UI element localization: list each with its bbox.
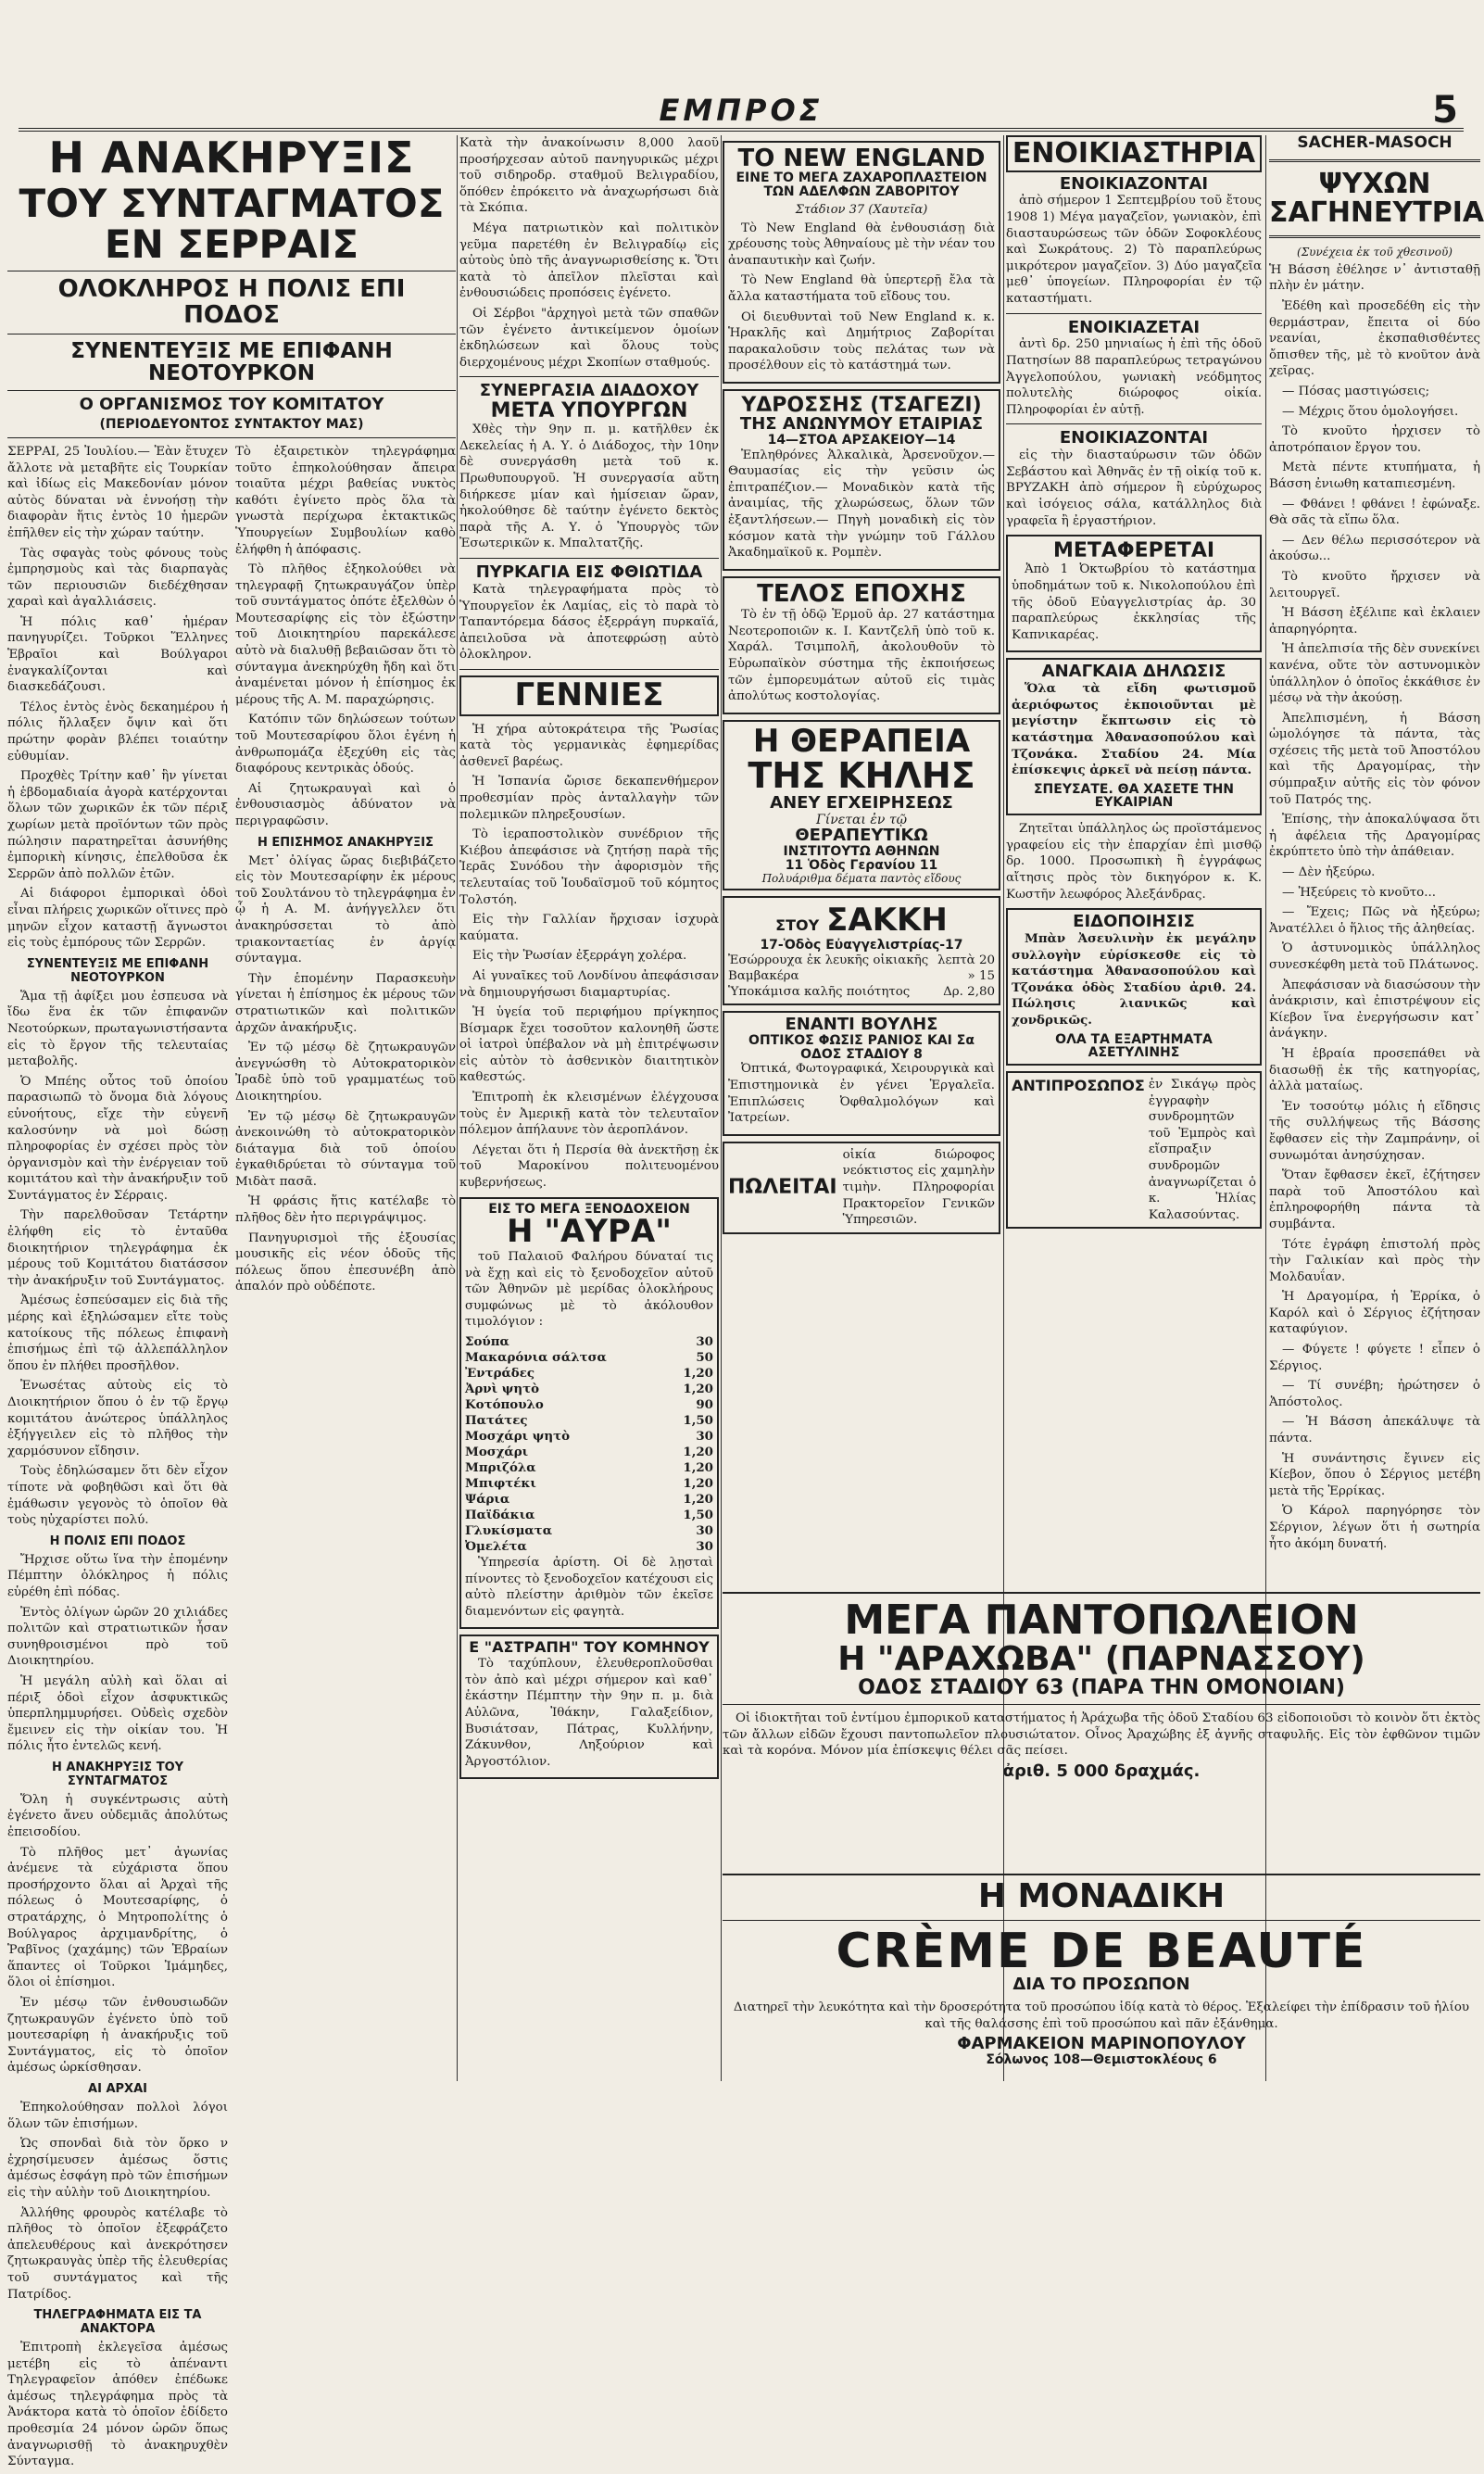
column-2	[459, 135, 719, 2081]
paragraph: Ἐδέθη καὶ προσεδέθη εἰς τὴν θερμάστραν, ἔπειτα οἱ δύο νεανίαι, ἐκσπαθισθέντες ὄπισθεν τῆς, μὲ τὸ κνοῦτον ἀνὰ χεῖρας.	[1269, 299, 1480, 379]
paragraph: Ζητεῖται ὑπάλληλος ὡς προϊστάμενος γραφείου εἰς τὴν ἐπαρχίαν ἐπὶ μισθῷ δρ. 1000. Προσωπικὴ ἢ ἐγγράφως αἴτησις πρὸς τὸν δικηγόρον κ. Κ. Κωστῆν λεωφόρος Ἀλεξάνδρας.	[1006, 822, 1262, 902]
serial-continuation: (Συνέχεια ἐκ τοῦ χθεσινοῦ)	[1297, 245, 1453, 259]
paragraph: Τὸ πλῆθος μετ᾽ ἀγωνίας ἀνέμενε τὰ εὐχάριστα ὅπου προσήρχοντο ὅλαι αἱ Ἀρχαὶ τῆς πόλεως ὁ Μουτεσαρίφης, ὁ στρατάρχης, ὁ Μητροπολίτης ὁ Βούλγαρος ἀρχιμανδρίτης, ὁ Ῥαβῖνος (χαχάμης) τῶν Ἑβραίων ἅπαντες οἱ Τοῦρκοι Ἰμάμηδες, ὅλοι οἱ ἐπίσημοι.	[7, 1845, 228, 1990]
ad-heading: ΥΔΡΟΣΣΗΣ (ΤΣΑΓΕΖΙ)	[741, 394, 982, 418]
paragraph: Τότε ἐγράφη ἐπιστολή πρὸς τὴν Γαλικίαν καὶ πρὸς τὴν Μολδαυΐαν.	[1269, 1237, 1480, 1284]
paragraph: ἐν Σικάγῳ πρὸς ἐγγραφὴν συνδρομητῶν τοῦ Ἐμπρὸς καὶ εἴσπραξιν συνδρομῶν ἀναγνωρίζεται ὁ κ. Ἠλίας Καλασούντας.	[1148, 1077, 1256, 1222]
ad-price: ἀριθ. 5 000 δραχμάς.	[1002, 1761, 1201, 1781]
menu-item: Μακαρόνια σάλτσα	[465, 1349, 607, 1365]
paragraph: Ἡ πόλις καθ᾽ ἡμέραν πανηγυρίζει. Τοῦρκοι Ἕλληνες Ἑβραῖοι καὶ Βούλγαροι ἐναγκαλίζονται καὶ διασκεδάζουσι.	[7, 614, 228, 695]
ad-heading: ΠΩΛΕΙΤΑΙ	[728, 1176, 837, 1200]
lead-article	[7, 133, 456, 2469]
ad-heading-2: ΣΑΚΚΗ	[826, 902, 948, 940]
paragraph: — Δὲν ἠξεύρω.	[1282, 865, 1376, 880]
ad-subheading: ΑΝΕΥ ΕΓΧΕΙΡΗΣΕΩΣ	[770, 793, 953, 814]
paragraph: Τὸ New England θὰ ἐνθουσιάσῃ διὰ χρέουσης τοὺς Ἀθηναίους μὲ τὴν νέαν του ἀναπαυτικὴν καὶ ζωήν.	[728, 221, 995, 268]
paragraph: Τὸ New England θὰ ὑπερτερῇ ἔλα τὰ ἄλλα καταστήματα τοῦ εἴδους του.	[728, 273, 995, 305]
menu-row	[465, 1397, 713, 1413]
product-name: CRÈME DE BEAUTÉ	[836, 1923, 1367, 1979]
menu-row	[465, 1350, 713, 1366]
paragraph: Προχθὲς Τρίτην καθ᾽ ἣν γίνεται ἡ ἑβδομαδιαία ἀγορὰ κατέρχονται ὅλων τῶν χωρικῶν ἐκ τῶν πέριξ χωρίων μετὰ προϊόντων τῶν πρὸς πώλησιν παρατηρεῖται ἀσυνήθης ἐμπορικὴ κίνησις, ἐπελθοῦσα ἐκ Σερρῶν ἀπὸ πολλῶν ἐτῶν.	[7, 769, 228, 881]
price-item: Βαμβακέρα	[728, 969, 799, 984]
menu-row	[465, 1445, 713, 1460]
paragraph: Μέγα πατριωτικὸν καὶ πολιτικὸν γεῦμα παρετέθη ἐν Βελιγραδίῳ εἰς αὐτοὺς ὑπὸ τῆς ἀναγνωρισθείσης κ. Ὅτι κατὰ τὸ ἀπεῖλον πλεῖσται καὶ ἐνθουσιώδεις προπόσεις ἐγένετο.	[459, 221, 719, 301]
paragraph: Τὰς σφαγὰς τοὺς φόνους τοὺς ἐμπρησμοὺς καὶ τὰς διαρπαγὰς τῶν περιουσιῶν διεδέχθησαν χαραὶ καὶ ἀγαλλιάσεις.	[7, 546, 228, 610]
ad-address: Στάδιον 37 (Χαυτεῖα)	[795, 202, 928, 217]
ad-heading: ΕΙΔΟΠΟΙΗΣΙΣ	[1073, 912, 1195, 932]
paragraph: Ὅλα τὰ εἴδη φωτισμοῦ ἀεριόφωτος ἐκποιοῦνται μὲ μεγίστην ἔκπτωσιν εἰς τὸ κατάστημα Ἀθανασοπούλου καὶ Τζονάκα. Σταδίου 24. Μία ἐπίσκεψις ἀρκεῖ νὰ πείσῃ πάντα.	[1012, 681, 1256, 778]
classifieds-heading: ΕΝΟΙΚΙΑΣΤΗΡΙΑ	[1006, 135, 1262, 172]
paragraph: Ἀμέσως ἐσπεύσαμεν εἰς διὰ τῆς μέρης καὶ ἐξηλώσαμεν εἴτε τοὺς κατοίκους τῆς πόλεως ἐπιφανὴ ἐπισήμως ἐπὶ τῷ ἀλλεπάλληλον ὅπου ἐν πλήθει προσῆλθον.	[7, 1294, 228, 1373]
paragraph: Τὴν ἑπομένην Παρασκευὴν γίνεται ἡ ἐπίσημος ἐκ μέρους τῶν στρατιωτικῶν καὶ πολιτικῶν ἀρχῶν ἀνακήρυξις.	[235, 971, 456, 1035]
price-row	[728, 968, 995, 984]
section-heading: ΣΥΝΕΡΓΑΣΙΑ ΔΙΑΔΟΧΟΥ	[479, 381, 699, 401]
paragraph: Ἡ Ἰσπανία ὤρισε δεκαπενθήμερον προθεσμίαν πρὸς ἀνταλλαγὴν τῶν πολεμικῶν πληρεξουσίων.	[459, 775, 719, 822]
ad-heading-2: Η "ΑΡΑΧΩΒΑ" (ΠΑΡΝΑΣΣΟΥ)	[837, 1640, 1365, 1679]
menu-price: 30	[696, 1522, 713, 1538]
price-list	[728, 953, 995, 1000]
births-heading: ΓΕΝΝΙΕΣ	[514, 675, 664, 713]
paragraph: — Ἔχεις; Πῶς νὰ ἠξεύρω; Ἀνατέλλει ὁ ἥλιος τῆς ἀληθείας.	[1269, 905, 1480, 936]
ad-tagline: ΣΠΕΥΣΑΤΕ. ΘΑ ΧΑΣΕΤΕ ΤΗΝ ΕΥΚΑΙΡΙΑΝ	[1033, 781, 1235, 811]
paragraph: Κατὰ τηλεγραφήματα πρὸς τὸ Ὑπουργεῖον ἐκ Λαμίας, εἰς τὸ παρὰ τὸ Ταπαντόρεμα δάσος ἐξερράγη πυρκαϊά, ἀπειλοῦσα νὰ ἀποτεφρώσῃ αὐτὸ ὁλοκληρον.	[459, 582, 719, 663]
section-heading: Η ΕΠΙΣΗΜΟΣ ΑΝΑΚΗΡΥΞΙΣ	[258, 835, 434, 850]
paragraph: Ὅλη ἡ συγκέντρωσις αὐτὴ ἐγένετο ἄνευ οὐδεμιᾶς ἀπολύτως ἐπεισοδίου.	[7, 1792, 228, 1840]
menu-item: Σούπα	[465, 1333, 509, 1349]
paragraph: Κατὰ τὴν ἀνακοίνωσιν 8,000 λαοῦ προσήρχεσαν αὐτοῦ πανηγυρικῶς μέχρι τοῦ σιδηροδρ. σταθμοῦ Βελιγραδίου, ὅπόθεν ἐπρόκειτο νὰ ἀναχωρήσωσι διὰ τὰ Σκόπια.	[459, 136, 719, 216]
paragraph: — Πόσας μαστιγώσεις;	[1282, 385, 1430, 398]
section-heading: ΠΥΡΚΑΓΙΑ ΕΙΣ ΦΘΙΩΤΙΔΑ	[475, 562, 703, 583]
ad-heading: ΕΝΟΙΚΙΑΖΟΝΤΑΙ	[1059, 428, 1209, 448]
menu-price: 90	[696, 1396, 713, 1412]
byline: (ΠΕΡΙΟΔΕΥΟΝΤΟΣ ΣΥΝΤΑΚΤΟΥ ΜΑΣ)	[99, 417, 364, 433]
paragraph: Ἡ χήρα αὐτοκράτειρα τῆς Ῥωσίας κατὰ τὸς γερμανικὰς ἐφημερίδας ἀσθενεῖ βαρέως.	[459, 722, 719, 769]
ad-heading: ΜΕΤΑΦΕΡΕΤΑΙ	[1052, 539, 1215, 563]
menu-price: 30	[696, 1538, 713, 1554]
menu-price: 1,20	[683, 1365, 713, 1381]
paragraph: Τέλος ἐντὸς ἑνὸς δεκαημέρου ἡ πόλις ἤλλαξεν ὄψιν καὶ ὅτι πρώτην φορὰν βλέπει τοιαύτην εὐθυμίαν.	[7, 700, 228, 764]
paragraph: Ἀπεφάσισαν νὰ διασώσουν τὴν ἀνάκρισιν, καὶ ἐπιστρέψουν εἰς Κίεβον ἵνα ἐνεργήσωσιν κατ᾽ ἀνάγκην.	[1269, 978, 1480, 1041]
section-heading: Η ΠΟΛΙΣ ΕΠΙ ΠΟΔΟΣ	[49, 1534, 186, 1548]
ad-subheading: ΤΗΣ ΑΝΩΝΥΜΟΥ ΕΤΑΙΡΙΑΣ	[739, 414, 984, 435]
menu-price: 30	[696, 1428, 713, 1444]
paragraph: Κατόπιν τῶν δηλώσεων τούτων τοῦ Μουτεσαρίφου ὅλοι ἐγένη ἡ ἀνθρωπομάζα ἐξεχύθη εἰς τὰς διαφόρους κεντρικὰς ὁδούς.	[235, 713, 456, 776]
ad-heading: ΤΟ NEW ENGLAND	[737, 145, 986, 172]
serial-author: SACHER-MASOCH	[1297, 133, 1453, 152]
ad-heading: ΑΝΑΓΚΑΙΑ ΔΗΛΩΣΙΣ	[1041, 662, 1226, 682]
menu-row	[465, 1366, 713, 1382]
lead-left-column	[7, 444, 228, 2474]
paragraph: Μετ᾽ ὀλίγας ὥρας διεβιβάζετο εἰς τὸν Μουτεσαρίφην ἐκ μέρους τοῦ Σουλτάνου τὸ τηλεγράφημα ἐν ᾧ ἡ Α. Μ. ἀνήγγελλεν ὅτι ἀνακηρύσσεται τὸ ἀπὸ τριακονταετίας ἐν ἀργίᾳ σύνταγμα.	[235, 853, 456, 966]
hotel-menu	[465, 1334, 713, 1555]
menu-item: Ψάρια	[465, 1491, 510, 1507]
page-number: 5	[1432, 89, 1458, 132]
paragraph: — Τί συνέβη; ἠρώτησεν ὁ Ἀπόστολος.	[1269, 1379, 1480, 1409]
paragraph: Ἐπληθρόνες Ἀλκαλικὰ, Ἀρσενοῦχον.— Θαυμασίας εἰς τὴν γεῦσιν ὡς ἐπιτραπέζιον.— Μοναδικὸν κατὰ τῆς ἀναιμίας, τῆς χλωρώσεως, ὅλων τῶν ἐξαντλήσεων.— Πηγὴ μοναδικὴ εἰς τὸν κόσμον κατὰ τὴν γνώμην τοῦ Γάλλου Ἀκαδημαϊκοῦ κ. Ρομπὲν.	[728, 448, 995, 561]
subheadline-3: Ο ΟΡΓΑΝΙΣΜΟΣ ΤΟΥ ΚΟΜΙΤΑΤΟΥ	[79, 395, 384, 415]
menu-row	[465, 1382, 713, 1397]
ad-heading-2: ΤΗΣ ΚΗΛΗΣ	[748, 755, 975, 797]
ad-heading: ΜΕΓΑ ΠΑΝΤΟΠΩΛΕΙΟΝ	[844, 1597, 1359, 1644]
subheadline: ΟΛΟΚΛΗΡΟΣ Η ΠΟΛΙΣ ΕΠΙ ΠΟΔΟΣ	[57, 275, 406, 329]
column-4	[1006, 135, 1262, 1590]
ad-subheading: ΟΠΤΙΚΟΣ ΦΩΣΙΣ ΡΑΝΙΟΣ ΚΑΙ Σα	[748, 1033, 975, 1049]
paragraph: Ὁ Κάρολ παρηγόρησε τὸν Σέργιον, λέγων ὅτι ἡ σωτηρία ἦτο ἀκόμη δυνατή.	[1269, 1504, 1480, 1551]
ad-heading: ΑΝΤΙΠΡΟΣΩΠΟΣ	[1012, 1076, 1145, 1094]
paragraph: Ὀπτικά, Φωτογραφικά, Χειρουργικὰ καὶ Ἐπιστημονικὰ ἐν γένει Ἐργαλεῖα. Ἐπιπλώσεις Ὀφθαλμολόγων καὶ Ἰατρείων.	[728, 1062, 995, 1126]
menu-item: Παϊδάκια	[465, 1507, 535, 1522]
pharmacy-address: Σόλωνος 108—Θεμιστοκλέους 6	[986, 2052, 1217, 2068]
ad-text: Γίνεται ἐν τῷ	[816, 813, 907, 828]
paragraph: εἰς τὴν διασταύρωσιν τῶν ὁδῶν Σεβάστου καὶ Ἀθηνᾶς ἐν τῇ οἰκίᾳ τοῦ κ. ΒΡΥΖΑΚΗ ἀπὸ σήμερον ἢ εὐρύχωρος καὶ ἰσόγειος σάλα, κατάλληλος διὰ γραφεῖα ἢ ἐργαστήριον.	[1006, 448, 1262, 528]
price-value: λεπτὰ 20	[937, 953, 995, 968]
paragraph: Ὁ ἀστυνομικὸς ὑπάλληλος συνεσκέφθη μετὰ τοῦ Πλάτωνος.	[1269, 941, 1480, 972]
ad-heading: ΕΝΟΙΚΙΑΖΕΤΑΙ	[1067, 317, 1201, 337]
paragraph: Πανηγυρισμοὶ τῆς ἐξουσίας μουσικῆς εἰς νέον ὁδοῦς τῆς πόλεως ὅπου ἐπεσυνέβη ἀπὸ ἁπαλόν πρὸ οὐδέποτε.	[235, 1231, 456, 1294]
menu-item: Μπιφτέκι	[465, 1475, 536, 1491]
paragraph: Τὸ κνοῦτο ἠρχισεν τὸ ἀποτρόπαιον ἔργον του.	[1269, 424, 1480, 455]
paragraph: Τὸ ἐξαιρετικὸν τηλεγράφημα τοῦτο ἐπηκολούθησαν ἄπειρα τοιαῦτα μέχρι βαθείας νυκτὸς καθότι ἐγίνετο πρὸς ὅλα τὰ γνωστὰ περίχωρα ἐκτακτικῶς Ὑπουργείων Συμβουλίων καθὸ ἐλήφθη ἡ ἀπόφασις.	[235, 444, 456, 557]
ad-subheading: 14—ΣΤΟΑ ΑΡΣΑΚΕΙΟΥ—14	[767, 433, 956, 448]
menu-item: Ἀρνὶ ψητὸ	[465, 1381, 540, 1396]
paragraph: Αἱ ζητωκραυγαὶ καὶ ὁ ἐνθουσιασμὸς ἀδύνατον νὰ περιγραφῶσιν.	[235, 781, 456, 828]
paragraph: Ἡ ἑβραία προσεπάθει νὰ διασωθῇ ἐκ τῆς κατηγορίας, ἀλλὰ ματαίως.	[1269, 1046, 1480, 1094]
paragraph: ἀπὸ σήμερον 1 Σεπτεμβρίου τοῦ ἔτους 1908 1) Μέγα μαγαζεῖον, γωνιακὸν, ἐπὶ διασταυρώσεως τῶν ὁδῶν Σοφοκλέους καὶ Σωκράτους. 2) Τὸ παραπλεύρως μικρότερον μαγαζεῖον. 3) Δύο μαγαζεῖα μεθ᾽ ὑπογείων. Πληροφορίαι ἐν τῷ καταστήματι.	[1006, 194, 1262, 306]
paragraph: Ἡ Βάσση ἐθέλησε ν᾽ ἀντισταθῇ πλὴν ἐν μάτην.	[1269, 262, 1480, 294]
paragraph: Τὸ κνοῦτο ἤρχισεν νὰ λειτουργεῖ.	[1269, 569, 1480, 600]
headline: Η ΑΝΑΚΗΡΥΞΙΣ	[48, 133, 415, 183]
subheadline-2: ΣΥΝΕΝΤΕΥΞΙΣ ΜΕ ΕΠΙΦΑΝΗ ΝΕΟΤΟΥΡΚΟΝ	[70, 339, 393, 386]
menu-price: 1,50	[683, 1412, 713, 1428]
ad-tagline: ΟΛΑ ΤΑ ΕΞΑΡΤΗΜΑΤΑ ΑΣΕΤΥΛΙΝΗΣ	[1055, 1031, 1213, 1061]
paragraph: Τὸ ταχύπλουν, ἐλευθεροπλοῦσθαι τὸν ἀπὸ καὶ μέχρι σήμερον καὶ καθ᾽ ἑκάστην Πέμπτην τὴν 9ην π. μ. διὰ Αὐλῶνα, Ἰθάκην, Γαλαξείδιον, Βυσιάτσαν, Πάτρας, Κυλλήνην, Ζάκυνθον, Ληξούριον καὶ Ἀργοστόλιον.	[465, 1657, 713, 1769]
menu-item: Κοτόπουλο	[465, 1396, 544, 1412]
paragraph: Οἱ Σέρβοι "ἀρχηγοὶ μετὰ τῶν σπαθῶν τῶν ἐγένετο ἀντικείμενον ὁμοίων ἐκδηλώσεων καὶ ὅλους τοὺς διερχομένους μέχρι Σκοπίων σταθμούς.	[459, 306, 719, 370]
paragraph: Μετὰ πέντε κτυπήματα, ἡ Βάσση ἐνιωθη καταπιεσμένη.	[1269, 461, 1480, 491]
menu-price: 30	[696, 1333, 713, 1349]
ad-heading: Η ΜΟΝΑΔΙΚΗ	[977, 1877, 1226, 1915]
ad-subheading: ΘΕΡΑΠΕΥΤΙΚΩ	[795, 826, 928, 846]
paragraph: Ὡς σπονδαὶ διὰ τὸν ὅρκο ν ἐχρησίμευσεν ἀμέσως ὅστις ἀμέσως ἐσφάγη πρὸ τῶν ἐπισήμων εἰς τὴν αὐλὴν τοῦ Διοικητηρίου.	[7, 2137, 228, 2200]
paragraph: Ἡ συνάντησις ἔγινεν εἰς Κίεβον, ὅπου ὁ Σέργιος μετέβη μετὰ τῆς Ἐρρίκας.	[1269, 1451, 1480, 1498]
paragraph: Ἐπηκολούθησαν πολλοὶ λόγοι ὅλων τῶν ἐπισήμων.	[7, 2100, 228, 2131]
section-heading: Η ΑΝΑΚΗΡΥΞΙΣ ΤΟΥ ΣΥΝΤΑΓΜΑΤΟΣ	[51, 1760, 184, 1788]
ad-address: ΟΔΟΣ ΣΤΑΔΙΟΥ 8	[800, 1046, 923, 1062]
paragraph: — Μέχρις ὅτου ὁμολογήσει.	[1282, 404, 1459, 419]
menu-item: Γλυκίσματα	[465, 1522, 552, 1538]
menu-item: Μοσχάρι ψητὸ	[465, 1428, 571, 1444]
paragraph: Εἰς τὴν Γαλλίαν ἤρχισαν ἰσχυρὰ καύματα.	[459, 913, 719, 943]
paragraph: — Φθάνει ! φθάνει ! ἐφώναξε. Θὰ σᾶς τὰ εἴπω ὅλα.	[1269, 497, 1480, 528]
paragraph: Μπὰν Ἀσευλινὴν ἐκ μεγάλην συλλογὴν εὑρίσκεσθε εἰς τὸ κατάστημα Ἀθανασοπούλου καὶ Τζονάκα ὁδὸς Σταδίου ἀριθ. 24. Πώλησις λιανικῶς καὶ χονδρικῶς.	[1012, 931, 1256, 1028]
paragraph: ἀντὶ δρ. 250 μηνιαίως ἡ ἐπὶ τῆς ὁδοῦ Πατησίων 88 παραπλεύρως τετραγώνου Ἀγγελοπούλου, γωνιακὴ νεόδμητος πολυτελὴς διώροφος οἰκία. Πληροφορίαι ἐν αὐτῇ.	[1006, 337, 1262, 417]
paragraph: Ἐνωσέτας αὐτοὺς εἰς τὸ Διοικητήριον ὅπου ὁ ἐν τῷ ἔργῳ κομιτάτου ἀνώτερος ὑπάλληλος ἐξήγγειλεν εἰς τὸ πλῆθος τὴν χαρμόσυνον εἴδησιν.	[7, 1379, 228, 1458]
menu-price: 1,20	[683, 1459, 713, 1475]
menu-price: 50	[696, 1349, 713, 1365]
paragraph: Ἅμα τῇ ἀφίξει μου ἐσπευσα νὰ ἴδω ἕνα ἐκ τῶν ἐπιφανῶν Νεοτούρκων, πρωταγωνιστήσαντα εἰς τὸ ἔργον τῆς τελευταίας μεταβολῆς.	[7, 989, 228, 1069]
astrapi-heading: Ε "ΑΣΤΡΑΠΗ" ΤΟΥ ΚΟΜΗΝΟΥ	[469, 1638, 710, 1657]
menu-row	[465, 1334, 713, 1350]
paragraph: Ἐν τοσούτῳ μόλις ἡ εἴδησις τῆς συλλήψεως τῆς Βάσσης ἔφθασεν εἰς τὴν Ζαμπράνην, οἱ συνωμόται ἀνησύχησαν.	[1269, 1099, 1480, 1163]
price-row	[728, 953, 995, 968]
masthead	[19, 89, 1464, 132]
paragraph: Ἐν τῷ μέσῳ δὲ ζητωκραυγῶν ἀνεκοινώθη τὸ αὐτοκρατορικὸν διάταγμα διὰ τοῦ ὁποίου ἐγκαθιδρύεται τὸ σύνταγμα τοῦ Μιδὰτ πασᾶ.	[235, 1109, 456, 1189]
paragraph: Ἀπελπισμένη, ἡ Βάσση ὡμολόγησε τὰ πάντα, τὰς σχέσεις τῆς μετὰ τοῦ Ἀποστόλου καὶ τῆς Δραγομίρας, τὴν σύμπραξιν αὐτῆς εἰς τὸν φόνον τοῦ Πατρός της.	[1269, 711, 1480, 807]
paragraph: τοῦ Παλαιοῦ Φαλήρου δύναταί τις νὰ ἔχῃ καὶ εἰς τὸ ξενοδοχεῖον αὐτοῦ τῶν Ἀθηνῶν μὲ μερίδας ὁλοκλήρους συμφώνως μὲ τὸ ἀκόλουθον τιμολόγιον :	[465, 1250, 713, 1330]
newspaper-title: ΕΜΠΡΟΣ	[659, 93, 824, 128]
paragraph: ΣΕΡΡΑΙ, 25 Ἰουλίου.— Ἐὰν ἔτυχεν ἄλλοτε νὰ μεταβῆτε εἰς Τουρκίαν καὶ ἰδίως εἰς Μακεδονίαν μόνον αὐτὸς δύναται νὰ ἐννοήσῃ τὴν διαφορὰν ἥτις ἐντὸς 10 ἡμερῶν ἐπῆλθεν εἰς τὴν χώραν ταύτην.	[7, 444, 228, 540]
menu-price: 1,20	[683, 1444, 713, 1459]
paragraph: Ἡ Δραγομίρα, ἡ Ἐρρίκα, ὁ Καρόλ καὶ ὁ Σέργιος ἐζήτησαν καταφύγιον.	[1269, 1290, 1480, 1337]
ad-address: ΟΔΟΣ ΣΤΑΔΙΟΥ 63 (ΠΑΡΑ ΤΗΝ ΟΜΟΝΟΙΑΝ)	[858, 1675, 1345, 1699]
price-value: Δρ. 2,80	[943, 985, 995, 1000]
paragraph: οἰκία διώροφος νεόκτιστος εἰς χαμηλὴν τιμὴν. Πληροφορίαι Πρακτορεῖον Γενικῶν Ὑπηρεσιῶν.	[842, 1147, 995, 1228]
ad-heading: ΕΝΟΙΚΙΑΖΟΝΤΑΙ	[1059, 173, 1209, 194]
ad-heading: Η ΘΕΡΑΠΕΙΑ	[752, 722, 971, 760]
ad-subheading: ΤΩΝ ΑΔΕΛΦΩΝ ΖΑΒΟΡΙΤΟΥ	[763, 183, 960, 199]
hotel-heading: ΕΙΣ ΤΟ ΜΕΓΑ ΞΕΝΟΔΟΧΕΙΟΝ	[488, 1201, 690, 1217]
section-heading: ΣΥΝΕΝΤΕΥΞΙΣ ΜΕ ΕΠΙΦΑΝΗ ΝΕΟΤΟΥΡΚΟΝ	[26, 956, 209, 985]
paragraph: Οἱ διευθυνταὶ τοῦ New England κ. κ. Ἡρακλῆς καὶ Δημήτριος Ζαβορίται παρακαλοῦσιν τοὺς πελάτας των νὰ προσέλθουν εἰς τὸ κατάστημά των.	[728, 309, 995, 373]
paragraph: — Ἡ Βάσση ἀπεκάλυψε τὰ πάντα.	[1269, 1415, 1480, 1446]
menu-row	[465, 1429, 713, 1445]
price-item: Ὑποκάμισα καλῆς ποιότητος	[728, 985, 911, 1000]
paragraph: Ἐντὸς ὀλίγων ὡρῶν 20 χιλιάδες πολιτῶν καὶ στρατιωτικῶν ἦσαν συνηθροισμένοι πρὸ τοῦ Διοικητηρίου.	[7, 1605, 228, 1669]
menu-row	[465, 1413, 713, 1429]
paragraph: Τὸ πλῆθος ἐξηκολούθει νὰ τηλεγραφῇ ζητωκραυγάζον ὑπὲρ τοῦ συντάγματος ὁπότε ἐξελθὼν ὁ Μουτεσαρίφης εἰς τὸν ἐξώστην τοῦ Διοικητηρίου παρεκάλεσε αὐτὸ νὰ διαλυθῇ βεβαιῶσαν ὅτι τὸ σύνταγμα ἀνεκηρύχθη ἤδη καὶ ὅτι ἀναμένεται μόνον ἡ ἐπίσημος ἐκ μέρους τῆς Α. Μ. παραχώρησις.	[235, 562, 456, 707]
paragraph: Εἰς τὴν Ῥωσίαν ἐξερράγη χολέρα.	[472, 949, 687, 964]
paragraph: Τοὺς ἐδηλώσαμεν ὅτι δὲν εἶχον τίποτε νὰ φοβηθῶσι καὶ ὅτι θὰ ἐμάθωσιν γεγονὸς τὸ ὁποῖον θὰ τοὺς ηὐχαρίστει πολύ.	[7, 1464, 228, 1528]
menu-row	[465, 1492, 713, 1508]
paragraph: Ἐπιτροπὴ ἐκ κλεισμένων ἐλέγχουσα τοὺς ἐν Ἀμερικῇ κατὰ τὸν τελευταῖον πόλεμον ἀπήλαυνε τὸν ἀεροπλάνον.	[459, 1091, 719, 1138]
menu-row	[465, 1508, 713, 1523]
menu-item: Ἐντράδες	[465, 1365, 535, 1381]
paragraph: Ὑπηρεσία ἀρίστη. Οἱ δὲ λῃσταὶ πίνοντες τὸ ξενοδοχεῖον κατέχουσι εἰς αὐτὸ πλείστην ἀριθμὸν τῶν ἐκεῖσε διαμενόντων εἰς φαγητὰ.	[465, 1555, 713, 1619]
paragraph: Ἤρχισε οὕτω ἵνα τὴν ἐπομένην Πέμπτην ὁλόκληρος ἡ πόλις εὑρέθη ἐπὶ πόδας.	[7, 1552, 228, 1599]
menu-item: Μπριζόλα	[465, 1459, 536, 1475]
paragraph: Ἐπίσης, τὴν ἀποκαλύψασα ὅτι ἡ ἀφέλεια τῆς Δραγομίρας ἐκρύπτετο ὑπὸ τὴν ἀπάθειαν.	[1269, 813, 1480, 860]
price-item: Ἐσώρρουχα ἐκ λευκῆς οἰκιακῆς	[728, 953, 929, 968]
ad-subheading: ΕΙΝΕ ΤΟ ΜΕΓΑ ΖΑΧΑΡΟΠΛΑΣΤΕΙΟΝ	[736, 170, 987, 186]
menu-item: Μοσχάρι	[465, 1444, 529, 1459]
paragraph: Ἀπὸ 1 Ὀκτωβρίου τὸ κατάστημα ὑποδημάτων τοῦ κ. Νικολοπούλου ἐπὶ τῆς ὁδοῦ Εὐαγγελιστρίας ἀρ. 30 παραπλεύρως ἐκκλησίας τῆς Καπνικαρέας.	[1012, 562, 1256, 642]
menu-price: 1,20	[683, 1491, 713, 1507]
paragraph: Αἱ γυναῖκες τοῦ Λονδίνου ἀπεφάσισαν νὰ δημιουργήσωσι διαμαρτυρίας.	[459, 968, 719, 1000]
ad-heading: ΤΕΛΟΣ ΕΠΟΧΗΣ	[757, 579, 966, 608]
menu-price: 1,50	[683, 1507, 713, 1522]
paragraph: Ὁ Μπέης οὗτος τοῦ ὁποίου παρασιωπῶ τὸ ὄνομα διὰ λόγους εὐνοήτους, εἴχε τὴν εὐγενῆ καλοσύνην νὰ μοὶ δώσῃ πληροφορίας ἐν σχέσει πρὸς τὸν ὀργανισμὸν καὶ τὴν ἐνέργειαν τοῦ κομιτάτου καὶ τὴν ἀνακήρυξιν τοῦ Συντάγματος ἐν Σέρραις.	[7, 1074, 228, 1203]
menu-row	[465, 1523, 713, 1539]
menu-item: Πατάτες	[465, 1412, 528, 1428]
hotel-name: Η "ΑΥΡΑ"	[507, 1213, 672, 1251]
paragraph: Ἡ ἀπελπισία τῆς δὲν συνεκίνει κανένα, οὔτε τὸν αστυνομικὸν ὑπάλληλον ὁ ὁποῖος ἐκκάθισε ἐν μέσῳ νὰ τὴν ἀκούσῃ.	[1269, 642, 1480, 706]
ad-address: 17-Ὁδὸς Εὐαγγελιστρίας-17	[760, 938, 963, 953]
paragraph: Ἡ φράσις ἥτις κατέλαβε τὸ πλῆθος δὲν ἠτο περιγράψιμος.	[235, 1194, 456, 1226]
lead-right-column	[235, 444, 456, 2474]
paragraph: Ἐπιτροπὴ ἐκλεγεῖσα ἀμέσως μετέβη εἰς τὸ ἀπέναντι Τηλεγραφεῖον ἀπόθεν ἐπέδωκε ἀμέσως τηλεγράφημα πρὸς τὰ Ἀνάκτορα κατὰ τὸ ὁποῖον ἐδίδετο προθεσμία 24 μόνον ὡρῶν ὅπως ἀναγνωρισθῇ τὸ ἀνακηρυχθὲν Σύνταγμα.	[7, 2341, 228, 2469]
menu-price: 1,20	[683, 1475, 713, 1491]
paragraph: Αἱ διάφοροι ἐμπορικαὶ ὁδοὶ εἶναι πλήρεις χωρικῶν οἵτινες πρὸ μηνῶν εἶχον καταστῇ ἄγνωστοι εἰς τοὺς ἐμπόρους τῶν Σερρῶν.	[7, 887, 228, 951]
ad-text: Πολυάριθμα δέματα παντὸς εἴδους	[761, 872, 962, 886]
arachova-ad	[723, 1592, 1480, 1872]
menu-row	[465, 1476, 713, 1492]
headline-2: ΤΟΥ ΣΥΝΤΑΓΜΑΤΟΣ ΕΝ ΣΕΡΡΑΙΣ	[19, 181, 445, 268]
menu-item: Ὀμελέτα	[465, 1538, 527, 1554]
product-subtitle: ΔΙΑ ΤΟ ΠΡΟΣΩΠΟΝ	[1012, 1975, 1190, 1995]
paragraph: Ἡ Βάσση ἐξέλιπε καὶ ἐκλαιεν ἀπαρηγόρητα.	[1269, 606, 1480, 637]
price-value: » 15	[967, 969, 995, 984]
ad-address: 11 Ὁδὸς Γερανίου 11	[785, 857, 938, 873]
paragraph: Τὸ ἱεραποστολικὸν συνέδριον τῆς Κιέβου ἀπεφάσισε νὰ ζητήσῃ παρὰ τῆς Ἱερᾶς Συνόδου τὴν ἀφορισμὸν τῆς τελευταίας τοῦ Ἰουδαϊσμοῦ τοῦ κόμητος Τολστόη.	[459, 827, 719, 907]
menu-row	[465, 1460, 713, 1476]
paragraph: Ἐν τῷ μέσῳ δὲ ζητωκραυγῶν ἀνεγνώσθη τὸ Αὐτοκρατορικὸν Ἰραδὲ ὑπὸ τοῦ γραμματέως τοῦ Διοικητηρίου.	[235, 1041, 456, 1104]
pharmacy-name: ΦΑΡΜΑΚΕΙΟΝ ΜΑΡΙΝΟΠΟΥΛΟΥ	[957, 2034, 1246, 2054]
price-row	[728, 984, 995, 1000]
serial-body	[1269, 262, 1480, 1552]
section-heading: ΑΙ ΑΡΧΑΙ	[88, 2081, 147, 2096]
paragraph: — Δεν θέλω περισσότερον νὰ ἀκούσω...	[1269, 533, 1480, 564]
section-heading-2: ΜΕΤΑ ΥΠΟΥΡΓΩΝ	[490, 399, 688, 423]
paragraph: Ὅταν ἔφθασεν ἐκεῖ, ἐζήτησεν παρὰ τοῦ Ἀποστόλου καὶ ἐπληροφορήθη πάντα τὰ συμβάντα.	[1269, 1168, 1480, 1231]
ad-subheading: ΙΝΣΤΙΤΟΥΤΩ ΑΘΗΝΩΝ	[783, 844, 940, 860]
paragraph: Οἱ ἰδιοκτῆται τοῦ ἐντίμου ἐμπορικοῦ καταστήματος ἡ Ἀράχωβα τῆς ὁδοῦ Σταδίου 63 εἰδοποιοῦσι τὸ κοινὸν ὅτι ἐκτὸς τῶν ἄλλων εἰδῶν ἔχουσι παντοπωλεῖον πλουσιώτατον. Οἶνος Ἀραχώβης ἐξ ἀγνῆς σταφυλῆς. Εἰς τὸν ἐφθῶνον τιμῶν καὶ τὰ κορόνα. Μόνον μία ἐπίσκεψις θέλει σᾶς πείσει.	[723, 1711, 1480, 1759]
creme-ad	[723, 1874, 1480, 2083]
menu-price: 1,20	[683, 1381, 713, 1396]
paragraph: Ἡ μεγάλη αὐλὴ καὶ ὅλαι αἱ πέριξ ὁδοὶ εἶχον ἀσφυκτικῶς ὑπερπλημμυρήσει. Οὐδεὶς σχεδὸν ἔμεινεν εἰς τὴν οἰκίαν του. Ἡ πόλις ἦτο ἐντελῶς κενή.	[7, 1673, 228, 1754]
paragraph: — Φύγετε ! φύγετε ! εἶπεν ὁ Σέργιος.	[1269, 1343, 1480, 1373]
column-3	[723, 135, 1000, 1590]
paragraph: — Ἠξεύρεις τὸ κνοῦτο...	[1282, 885, 1436, 900]
menu-row	[465, 1539, 713, 1555]
section-heading: ΤΗΛΕΓΡΑΦΗΜΑΤΑ ΕΙΣ ΤΑ ΑΝΑΚΤΟΡΑ	[33, 2308, 202, 2337]
serial-title: ΨΥΧΩΝ ΣΑΓΗΝΕΥΤΡΙΑ	[1269, 167, 1484, 230]
ad-heading: ΕΝΑΝΤΙ ΒΟΥΛΗΣ	[785, 1015, 938, 1035]
paragraph: Τὸ ἐν τῇ ὁδῷ Ἑρμοῦ ἀρ. 27 κατάστημα Νεοτεροποιῶν κ. Ι. Καντζελῆ ὑπὸ τοῦ κ. Χαράλ. Τσιμπολῆ, ἀκολουθοῦν τὸ Εὐρωπαϊκὸν σύστημα τῆς ἐκποιήσεως τῶν ἐμπορευμάτων αὐτοῦ εἰς τιμὰς ἀπολύτως κοστολογίας.	[728, 608, 995, 704]
paragraph: Λέγεται ὅτι ἡ Περσία θὰ ἀνεκτῆσῃ ἐκ τοῦ Μαροκίνου πολιτευομένου κυβερνήσεως.	[459, 1142, 719, 1191]
paragraph: Ἀλλήθης φρουρὸς κατέλαβε τὸ πλῆθος τὸ ὁποῖον ἐξεφράζετο ἀπελευθέρους καὶ ἀνεκρότησεν ζητωκραυγὰς ὑπὲρ τῆς ἐλευθερίας τοῦ συντάγματος καὶ τῆς Πατρίδος.	[7, 2205, 228, 2302]
paragraph: Ἡ ὑγεία τοῦ περιφήμου πρίγκηπος Βίσμαρκ ἔχει τοσοῦτον καλονηθῆ ὥστε οἱ ἰατροὶ ὑπέβαλον νὰ μὴ ἐπιτρέψωσιν εἰς αὐτὸν τὸ ἀσθενικὸν διαιτητικὸν καθεστώς.	[459, 1005, 719, 1085]
paragraph: Τὴν παρελθοῦσαν Τετάρτην ἐλήφθη εἰς τὸ ἐνταῦθα διοικητήριον τηλεγράφημα ἐκ μέρους τοῦ Κομιτάτου διατάσσον τὴν ἀνακήρυξιν τοῦ Συντάγματος.	[7, 1208, 228, 1288]
ad-heading: ΣΤΟΥ	[775, 916, 820, 935]
paragraph: Χθὲς τὴν 9ην π. μ. κατῆλθεν ἐκ Δεκελείας ἡ Α. Υ. ὁ Διάδοχος, τὴν 10ην δὲ συνεργάσθη μετὰ τοῦ κ. Πρωθυπουργοῦ. Ἡ συνεργασία αὕτη διήρκεσε μίαν καὶ ἡμίσειαν ὥραν, ἡκολούθησε δὲ ταύτην ἐγένετο δεκτὸς παρὰ τῆς Α. Υ. ὁ Ὑπουργὸς τῶν Ἐσωτερικῶν κ. Μπαλτατζῆς.	[459, 423, 719, 551]
paragraph: Διατηρεῖ τὴν λευκότητα καὶ τὴν δροσερότητα τοῦ προσώπου ἰδίᾳ κατὰ τὸ θέρος. Ἐξαλείφει τὴν ἐπίδρασιν τοῦ ἡλίου καὶ τῆς θαλάσσης ἐπὶ τοῦ προσώπου καὶ πᾶν ἐξάνθημα.	[733, 2001, 1470, 2031]
paragraph: Ἐν μέσῳ τῶν ἐνθουσιωδῶν ζητωκραυγῶν ἐγένετο ὑπὸ τοῦ μουτεσαρίφη ἡ ἀνακήρυξις τοῦ Συντάγματος, εἰς τὸ ὁποῖον ἀμέσως ὡρκίσθησαν.	[7, 1996, 228, 2076]
